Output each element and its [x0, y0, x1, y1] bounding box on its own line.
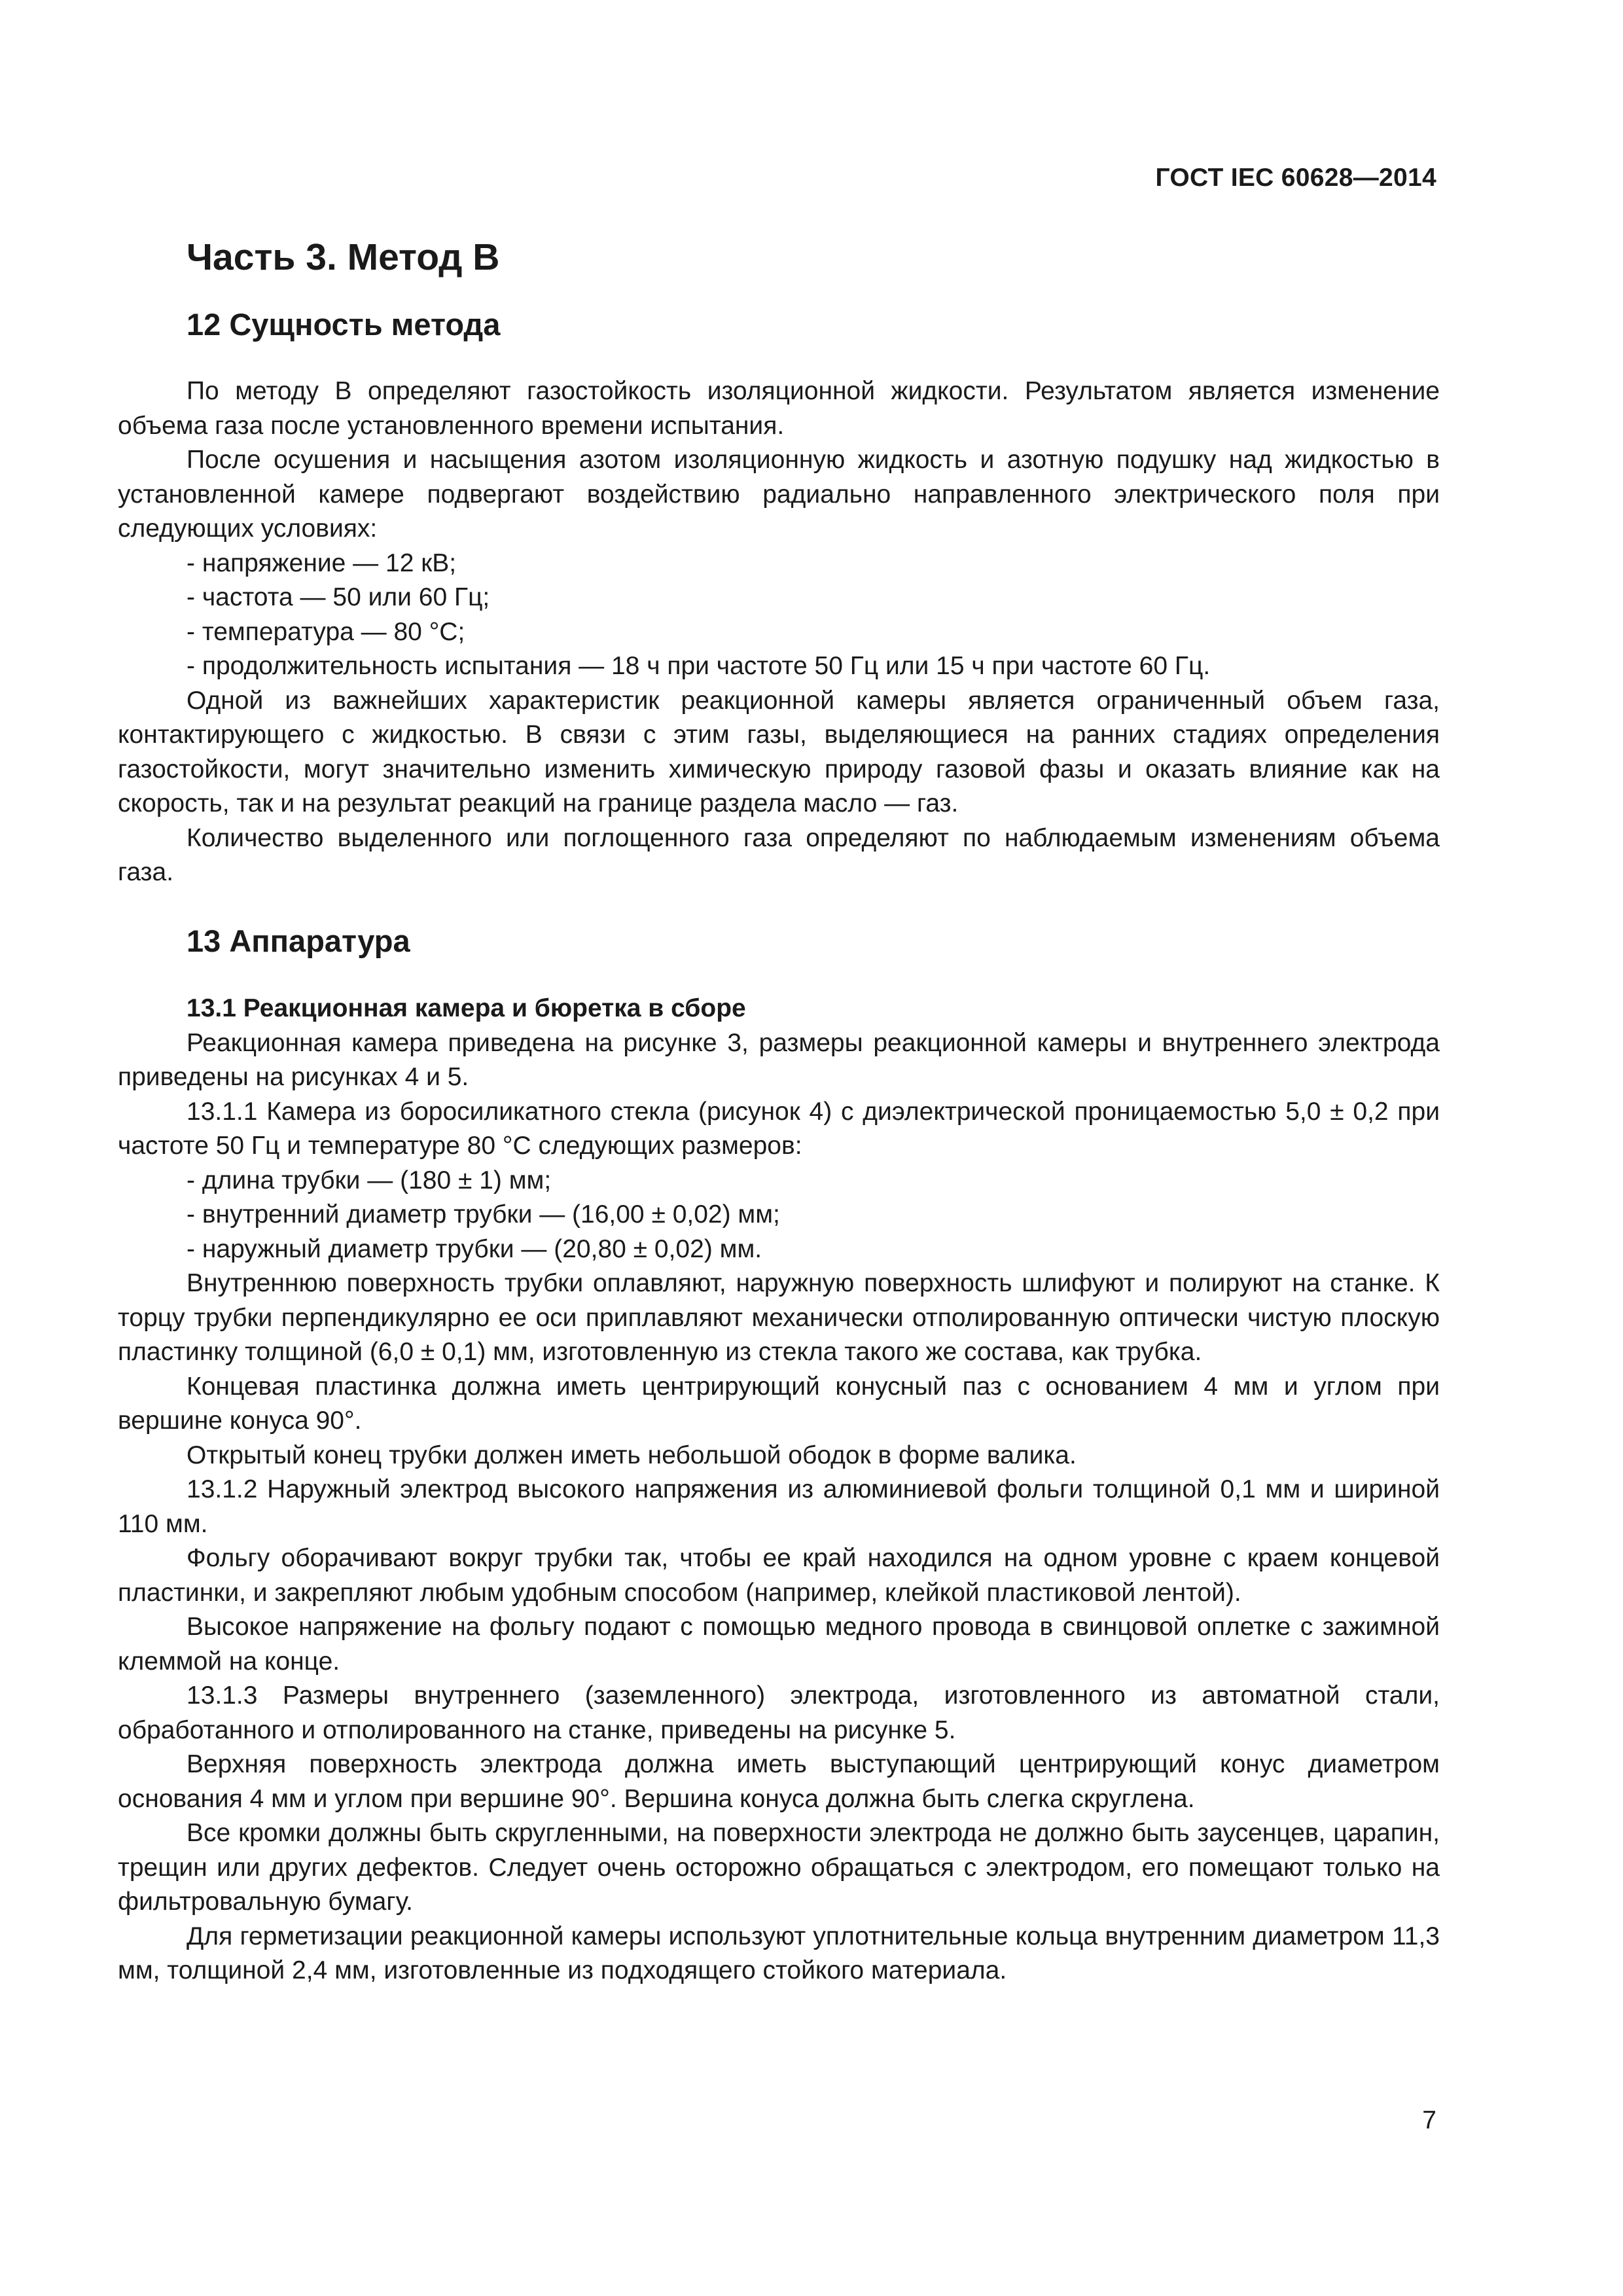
paragraph: Фольгу оборачивают вокруг трубки так, чтобы ее край находился на одном уровне с краем концевой пластинки, и закрепляют любым удобным способом (например, клейкой пластиковой лентой). [118, 1544, 1440, 1607]
list-item: - наружный диаметр трубки — (20,80 ± 0,02) мм. [187, 1234, 762, 1263]
list-item: - частота — 50 или 60 Гц; [187, 583, 490, 611]
paragraph: 13.1.1 Камера из боросиликатного стекла (рисунок 4) с диэлектрической проницаемостью 5,0 ± 0,2 при частоте 50 Гц и температуре 80 °С следующих размеров: [118, 1097, 1440, 1160]
paragraph: 13.1.2 Наружный электрод высокого напряжения из алюминиевой фольги толщиной 0,1 мм и шириной 110 мм. [118, 1475, 1440, 1538]
paragraph: Количество выделенного или поглощенного газа определяют по наблюдаемым изменениям объема газа. [118, 823, 1440, 886]
paragraph: Концевая пластинка должна иметь центрирующий конусный паз с основанием 4 мм и углом при вершине конуса 90°. [118, 1372, 1440, 1435]
subsection-13-1-title: 13.1 Реакционная камера и бюретка в сборе [187, 994, 746, 1022]
paragraph: Одной из важнейших характеристик реакционной камеры является ограниченный объем газа, контактирующего с жидкостью. В связи с этим газы, выделяющиеся на ранних стадиях определения газостойкости, могут значительно изменить химическую природу газовой фазы и оказать влияние как на скорость, так и на результат реакций на границе раздела масло — газ. [118, 686, 1440, 817]
paragraph: Внутреннюю поверхность трубки оплавляют, наружную поверхность шлифуют и полируют на станке. К торцу трубки перпендикулярно ее оси приплавляют механически отполированную оптически чистую плоскую пластинку толщиной (6,0 ± 0,1) мм, изготовленную из стекла такого же состава, как трубка. [118, 1269, 1440, 1366]
list-item: - температура — 80 °С; [187, 617, 465, 646]
section-12-body [118, 374, 1440, 890]
paragraph: Высокое напряжение на фольгу подают с помощью медного провода в свинцовой оплетке с зажимной клеммой на конце. [118, 1613, 1440, 1676]
list-item: - напряжение — 12 кВ; [187, 548, 457, 577]
section-13-body [118, 992, 1440, 1988]
paragraph: Для герметизации реакционной камеры используют уплотнительные кольца внутренним диаметром 11,3 мм, толщиной 2,4 мм, изготовленные из подходящего стойкого материала. [118, 1922, 1440, 1984]
paragraph: Реакционная камера приведена на рисунке 3, размеры реакционной камеры и внутреннего электрода приведены на рисунках 4 и 5. [118, 1028, 1440, 1091]
list-item: - продолжительность испытания — 18 ч при частоте 50 Гц или 15 ч при частоте 60 Гц. [187, 652, 1211, 680]
section-13-title: 13 Аппаратура [187, 924, 410, 958]
paragraph: Все кромки должны быть скругленными, на поверхности электрода не должно быть заусенцев, царапин, трещин или других дефектов. Следует очень осторожно обращаться с электродом, его помещают только на фильтровальную бумагу. [118, 1819, 1440, 1916]
list-item: - длина трубки — (180 ± 1) мм; [187, 1166, 552, 1194]
standard-code: ГОСТ IEC 60628—2014 [1155, 164, 1436, 192]
paragraph: После осушения и насыщения азотом изоляционную жидкость и азотную подушку над жидкостью в установленной камере подвергают воздействию радиально направленного электрического поля при следующих условиях: [118, 446, 1440, 543]
paragraph: По методу В определяют газостойкость изоляционной жидкости. Результатом является изменение объема газа после установленного времени испытания. [118, 377, 1440, 440]
paragraph: Открытый конец трубки должен иметь небольшой ободок в форме валика. [187, 1441, 1077, 1469]
paragraph: Верхняя поверхность электрода должна иметь выступающий центрирующий конус диаметром основания 4 мм и углом при вершине 90°. Вершина конуса должна быть слегка скруглена. [118, 1750, 1440, 1813]
paragraph: 13.1.3 Размеры внутреннего (заземленного) электрода, изготовленного из автоматной стали, обработанного и отполированного на станке, приведены на рисунке 5. [118, 1681, 1440, 1744]
page-number: 7 [1422, 2106, 1436, 2134]
part-title: Часть 3. Метод В [187, 236, 500, 278]
section-12-title: 12 Сущность метода [187, 307, 501, 342]
list-item: - внутренний диаметр трубки — (16,00 ± 0,02) мм; [187, 1200, 780, 1229]
